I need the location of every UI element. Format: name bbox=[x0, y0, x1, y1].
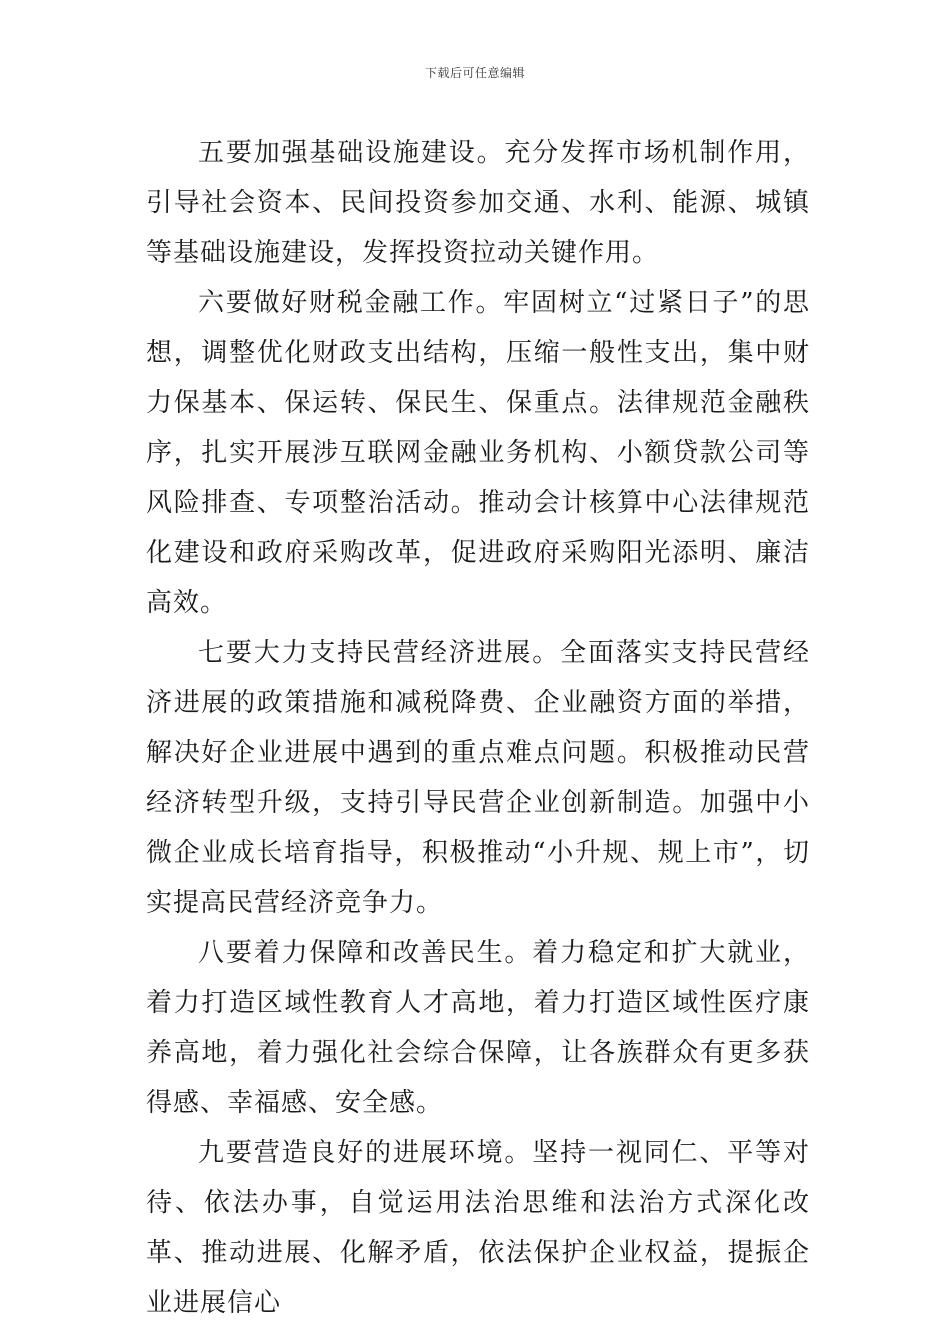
paragraph-private-economy: 七要大力支持民营经济进展。全面落实支持民营经济进展的政策措施和减税降费、企业融资方面的举措，解决好企业进展中遇到的重点难点问题。积极推动民营经济转型升级，支持引导民营企业创新制造。加强中小微企业成长培育指导，积极推动“小升规、规上市”，切实提高民营经济竞争力。 bbox=[146, 638, 810, 918]
paragraph-livelihood: 八要着力保障和改善民生。着力稳定和扩大就业，着力打造区域性教育人才高地，着力打造区域性医疗康养高地，着力强化社会综合保障，让各族群众有更多获得感、幸福感、安全感。 bbox=[146, 938, 810, 1118]
page-header-note: 下载后可任意编辑 bbox=[424, 66, 525, 80]
paragraph-finance-tax: 六要做好财税金融工作。牢固树立“过紧日子”的思想，调整优化财政支出结构，压缩一般性支出，集中财力保基本、保运转、保民生、保重点。法律规范金融秩序，扎实开展涉互联网金融业务机构、小额贷款公司等风险排查、专项整治活动。推动会计核算中心法律规范化建设和政府采购改革，促进政府采购阳光添明、廉洁高效。 bbox=[146, 288, 810, 618]
paragraph-infrastructure: 五要加强基础设施建设。充分发挥市场机制作用，引导社会资本、民间投资参加交通、水利、能源、城镇等基础设施建设，发挥投资拉动关键作用。 bbox=[146, 138, 810, 268]
document-body bbox=[146, 128, 810, 1328]
paragraph-environment: 九要营造良好的进展环境。坚持一视同仁、平等对待、依法办事，自觉运用法治思维和法治方式深化改革、推动进展、化解矛盾，依法保护企业权益，提振企业进展信心 bbox=[146, 1138, 810, 1318]
